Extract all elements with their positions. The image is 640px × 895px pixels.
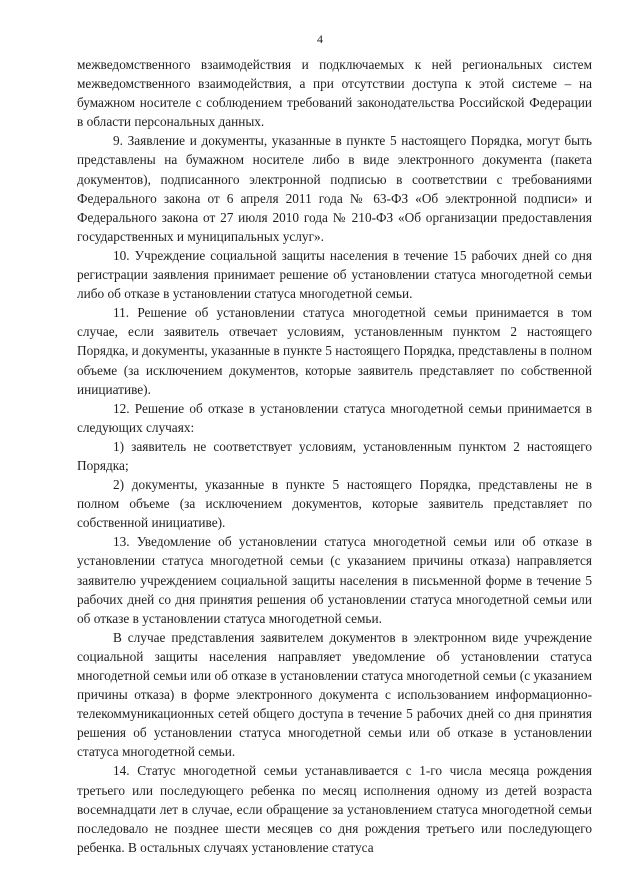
document-body (77, 55, 592, 857)
paragraph: В случае представления заявителем документов в электронном виде учреждение социальной защиты населения направляет уведомление об установлении статуса многодетной семьи или об отказе в установлении статуса многодетной семьи (с указанием причины отказа) в форме электронного документа с использованием информационно-телекоммуникационных сетей общего доступа в течение 5 рабочих дней со дня принятия решения об установлении статуса многодетной семьи или об отказе в установлении статуса многодетной семьи. (77, 629, 592, 760)
paragraph: 13. Уведомление об установлении статуса многодетной семьи или об отказе в установлении статуса многодетной семьи (с указанием причины отказа) направляется заявителю учреждением социальной защиты населения в письменной форме в течение 5 рабочих дней со дня принятия решения об установлении статуса многодетной семьи или об отказе в установлении статуса многодетной семьи. (77, 534, 592, 626)
paragraph: 2) документы, указанные в пункте 5 настоящего Порядка, представлены не в полном объеме (за исключением документов, которые заявитель представляет по собственной инициативе). (77, 477, 592, 531)
paragraph: 14. Статус многодетной семьи устанавливается с 1-го числа месяца рождения третьего или последующего ребенка по месяц исполнения одному из детей возраста восемнадцати лет в случае, если обращение за установлением статуса многодетной семьи последовало не позднее шести месяцев со дня рождения третьего или последующего ребенка. В остальных случаях установление статуса (77, 763, 592, 855)
page-number: 4 (317, 32, 323, 46)
paragraph: 1) заявитель не соответствует условиям, установленным пунктом 2 настоящего Порядка; (77, 438, 592, 473)
paragraph: 11. Решение об установлении статуса многодетной семьи принимается в том случае, если заявитель отвечает условиям, установленным пунктом 2 настоящего Порядка, и документы, указанные в пункте 5 настоящего Порядка, представлены в полном объеме (за исключением документов, которые заявитель представляет по собственной инициативе). (77, 305, 592, 397)
paragraph: 10. Учреждение социальной защиты населения в течение 15 рабочих дней со дня регистрации заявления принимает решение об установлении статуса многодетной семьи либо об отказе в установлении статуса многодетной семьи. (77, 247, 592, 302)
paragraph: 9. Заявление и документы, указанные в пункте 5 настоящего Порядка, могут быть представлены на бумажном носителе либо в виде электронного документа (пакета документов), подписанного электронной подписью в соответствии с требованиями Федерального закона от 6 апреля 2011 года № 63-ФЗ «Об электронной подписи» и Федерального закона от 27 июля 2010 года № 210-ФЗ «Об организации предоставления государственных и муниципальных услуг». (77, 133, 592, 244)
paragraph: 12. Решение об отказе в установлении статуса многодетной семьи принимается в следующих случаях: (77, 400, 592, 435)
paragraph: межведомственного взаимодействия и подключаемых к ней региональных систем межведомственного взаимодействия, а при отсутствии доступа к этой системе – на бумажном носителе с соблюдением требований законодательства Российской Федерации в области персональных данных. (77, 57, 592, 130)
